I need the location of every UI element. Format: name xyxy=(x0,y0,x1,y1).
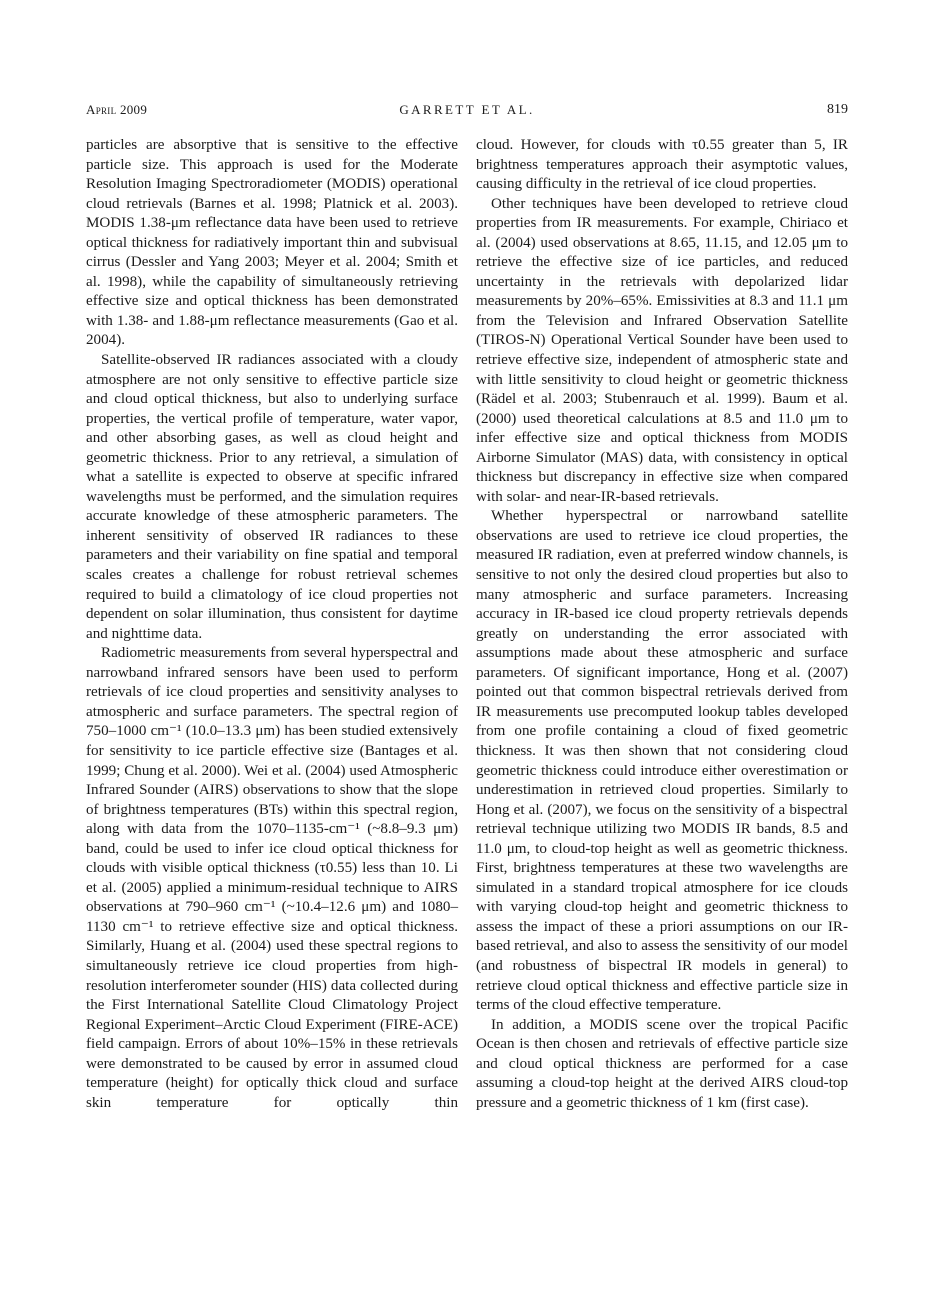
paragraph: Other techniques have been developed to retrieve cloud properties from IR measurements. For example, Chiriaco et al. (2004) used observations at 8.65, 11.15, and 12.05 μm to retrieve the effective size of ice particles, and reduced uncertainty in the retrievals with depolarized lidar measurements by 20%–65%. Emissivities at 8.3 and 11.1 μm from the Television and Infrared Observation Satellite (TIROS-N) Operational Vertical Sounder have been used to retrieve effective size, independent of atmospheric state and with little sensitivity to cloud height or geometric thickness (Rädel et al. 2003; Stubenrauch et al. 1999). Baum et al. (2000) used theoretical calculations at 8.5 and 11.0 μm to infer effective size and optical thickness from MODIS Airborne Simulator (MAS) data, with consistency in optical thickness but discrepancy in effective size when compared with solar- and near-IR-based retrievals. xyxy=(476,195,848,505)
right-column xyxy=(476,136,848,1113)
paragraph: Radiometric measurements from several hyperspectral and narrowband infrared sensors have been used to perform retrievals of ice cloud properties and sensitivity analyses to atmospheric and surface parameters. The spectral region of 750–1000 cm⁻¹ (10.0–13.3 μm) has been studied extensively for sensitivity to ice particle effective size (Bantages et al. 1999; Chung et al. 2000). Wei et al. (2004) used Atmospheric Infrared Sounder (AIRS) observations to show that the slope of brightness temperatures (BTs) within this spectral region, along with data from the 1070–1135-cm⁻¹ (~8.8–9.3 μm) band, could be used to infer ice cloud optical thickness for clouds with visible optical thickness (τ0.55) less than 10. Li et al. (2005) applied a minimum-residual technique to AIRS observations at 790–960 cm⁻¹ (~10.4–12.6 μm) and 1080–1130 cm⁻¹ to retrieve effective size and optical thickness. Similarly, Huang et al. (2004) used these spectral regions to simultaneously retrieve ice cloud properties from high-resolution interferometer sounder (HIS) data collected during the First International Satellite Cloud Climatology Project Regional Experiment–Arctic Cloud Experiment (FIRE-ACE) field campaign. Errors of about 10%–15% in these retrievals were demonstrated to be caused by error in assumed cloud temperature (height) for optically thick cloud and surface skin temperature for optically thin xyxy=(86,645,458,1111)
header-date: April 2009 xyxy=(86,102,148,117)
header-authors: GARRETT ET AL. xyxy=(399,102,535,117)
running-header xyxy=(86,102,848,122)
paragraph: Whether hyperspectral or narrowband satellite observations are used to retrieve ice cloud properties, the measured IR radiation, even at preferred window channels, is sensitive to not only the desired cloud properties but also to many atmospheric and surface parameters. Increasing accuracy in IR-based ice cloud property retrievals depends greatly on understanding the error associated with assumptions made about these atmospheric and surface parameters. Of significant importance, Hong et al. (2007) pointed out that common bispectral retrievals derived from IR measurements use precomputed lookup tables developed from one profile containing a cloud of fixed geometric thickness. It was then shown that not considering cloud geometric thickness could introduce either overestimation or underestimation in retrieved cloud properties. Similarly to Hong et al. (2007), we focus on the sensitivity of a bispectral retrieval technique utilizing two MODIS IR bands, 8.5 and 11.0 μm, to cloud-top height as well as geometric thickness. First, brightness temperatures at these two wavelengths are simulated in a standard tropical atmosphere for ice clouds with varying cloud-top height and geometric thickness to assess the impact of these a priori assumptions on our IR-based retrieval, and also to assess the sensitivity of our model (and robustness of bispectral IR models in general) to retrieve cloud optical thickness and effective particle size in terms of the cloud effective temperature. xyxy=(476,508,848,1014)
left-column xyxy=(86,136,458,1113)
paragraph: Satellite-observed IR radiances associated with a cloudy atmosphere are not only sensitive to effective particle size and cloud optical thickness, but also to underlying surface properties, the vertical profile of temperature, water vapor, and other absorbing gases, as well as cloud height and geometric thickness. Prior to any retrieval, a simulation of what a satellite is expected to observe at specific infrared wavelengths must be performed, and the simulation requires accurate knowledge of these atmospheric parameters. The inherent sensitivity of observed IR radiances to these parameters and their variability on fine spatial and temporal scales creates a challenge for robust retrieval schemes required to build a climatology of ice cloud properties not dependent on solar illumination, thus consistent for daytime and nighttime data. xyxy=(86,352,458,642)
paragraph: In addition, a MODIS scene over the tropical Pacific Ocean is then chosen and retrievals of effective particle size and cloud optical thickness are performed for a case assuming a cloud-top height at the derived AIRS cloud-top pressure and a geometric thickness of 1 km (first case). xyxy=(476,1016,848,1111)
page-number: 819 xyxy=(827,102,848,117)
paragraph: particles are absorptive that is sensitive to the effective particle size. This approach is used for the Moderate Resolution Imaging Spectroradiometer (MODIS) operational cloud retrievals (Barnes et al. 1998; Platnick et al. 2003). MODIS 1.38-μm reflectance data have been used to retrieve optical thickness for radiatively important thin and subvisual cirrus (Dessler and Yang 2003; Meyer et al. 2004; Smith et al. 1998), while the capability of simultaneously retrieving effective size and optical thickness has been demonstrated with 1.38- and 1.88-μm reflectance measurements (Gao et al. 2004). xyxy=(86,137,458,349)
paragraph: cloud. However, for clouds with τ0.55 greater than 5, IR brightness temperatures approach their asymptotic values, causing difficulty in the retrieval of ice cloud properties. xyxy=(476,137,848,193)
